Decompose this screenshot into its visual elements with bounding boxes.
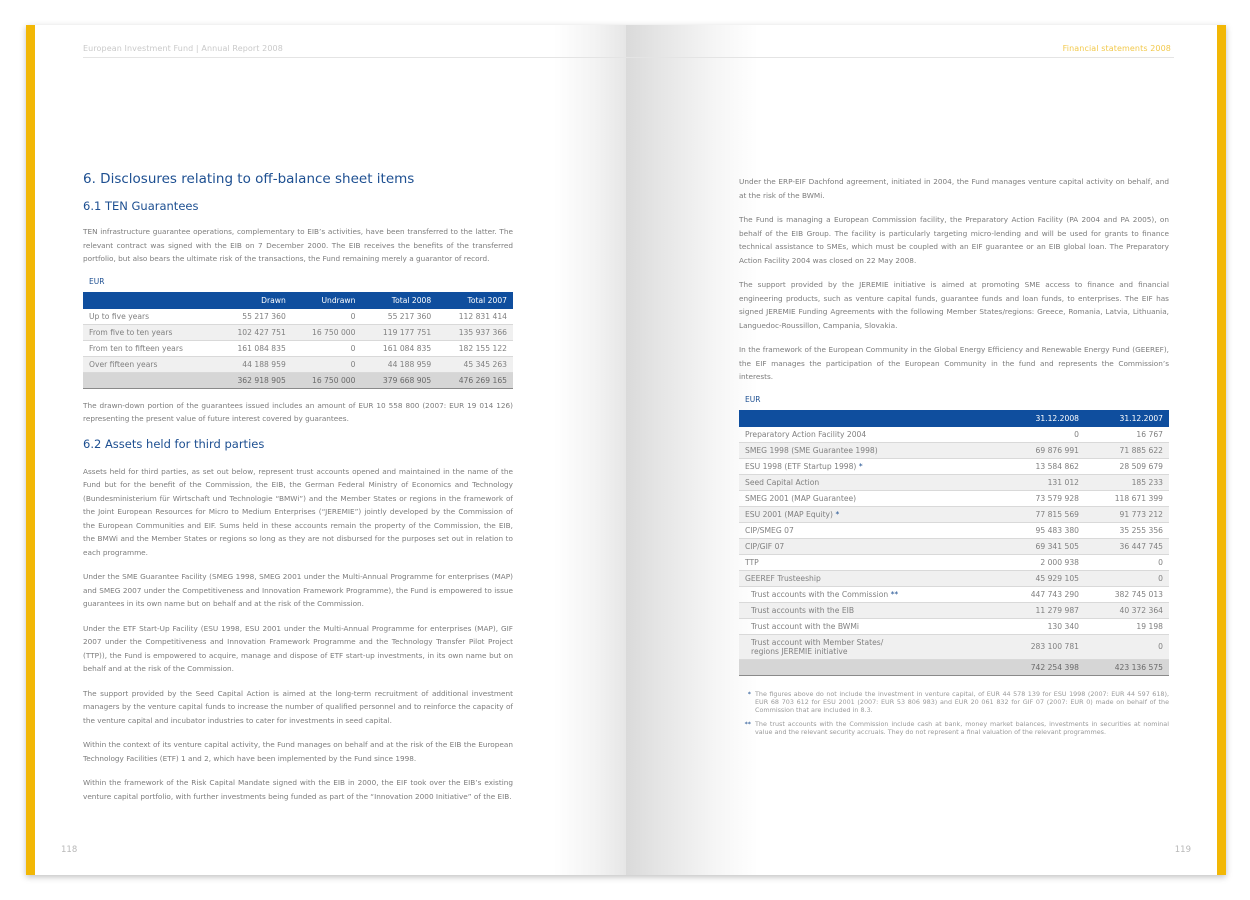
table-row — [739, 458, 1169, 474]
right-header-rule — [626, 57, 1174, 58]
value-2008: 69 876 991 — [1001, 442, 1085, 458]
left-header-rule — [83, 57, 626, 58]
value-2007: 19 198 — [1085, 618, 1169, 634]
cell-value: 55 217 360 — [361, 309, 437, 325]
total-2008: 742 254 398 — [1001, 659, 1085, 675]
row-label — [739, 634, 1001, 659]
right-accent-bar — [1217, 25, 1226, 875]
table-row — [83, 309, 513, 325]
row-label — [739, 586, 1001, 602]
column-header-2007: 31.12.2007 — [1085, 410, 1169, 427]
assets-paragraphs — [83, 465, 513, 804]
row-label-text: ESU 1998 (ETF Startup 1998) — [745, 461, 857, 471]
total-value: 476 269 165 — [437, 372, 513, 388]
table-row — [739, 586, 1169, 602]
cell-value: 45 345 263 — [437, 356, 513, 372]
right-page-number: 119 — [1174, 845, 1191, 855]
table-row — [739, 506, 1169, 522]
table-row — [739, 490, 1169, 506]
cell-value: 182 155 122 — [437, 340, 513, 356]
row-label-text: Trust accounts with the Commission — [751, 589, 889, 599]
value-2007: 118 671 399 — [1085, 490, 1169, 506]
value-2008: 130 340 — [1001, 618, 1085, 634]
value-2008: 13 584 862 — [1001, 458, 1085, 474]
value-2008: 0 — [1001, 427, 1085, 443]
value-2008: 73 579 928 — [1001, 490, 1085, 506]
total-row — [739, 659, 1169, 675]
assets-third-parties-table — [739, 410, 1169, 676]
left-content — [83, 171, 513, 814]
footnote — [739, 720, 1169, 736]
row-label — [739, 427, 1001, 443]
row-label: Over fifteen years — [83, 356, 216, 372]
row-label — [739, 538, 1001, 554]
cell-value: 0 — [292, 340, 362, 356]
value-2007: 36 447 745 — [1085, 538, 1169, 554]
cell-value: 55 217 360 — [216, 309, 292, 325]
cell-value: 161 084 835 — [361, 340, 437, 356]
body-paragraph: Under the SME Guarantee Facility (SMEG 1998, SMEG 2001 under the Multi-Annual Programme for enterprises (MAP) and SMEG 2007 under the Competitiveness and Innovation Framework Programme), the Fund is empowered to issue guarantees in its own name but on behalf and at the risk of the Commission. — [83, 572, 513, 608]
row-label-text: Preparatory Action Facility 2004 — [745, 429, 867, 439]
value-2007: 382 745 013 — [1085, 586, 1169, 602]
row-label-text: Trust account with Member States/ regions JEREMIE initiative — [751, 637, 884, 656]
footnote — [739, 690, 1169, 714]
column-header-2008: 31.12.2008 — [1001, 410, 1085, 427]
left-page — [26, 25, 626, 875]
value-2007: 185 233 — [1085, 474, 1169, 490]
row-label: From ten to fifteen years — [83, 340, 216, 356]
right-paragraphs — [739, 175, 1169, 384]
cell-value: 16 750 000 — [292, 324, 362, 340]
value-2007: 40 372 364 — [1085, 602, 1169, 618]
value-2008: 131 012 — [1001, 474, 1085, 490]
footnote-marker: * — [835, 509, 840, 519]
value-2008: 69 341 505 — [1001, 538, 1085, 554]
row-label-text: TTP — [745, 557, 759, 567]
footnote-marker: ** — [890, 589, 899, 599]
row-label-text: CIP/SMEG 07 — [745, 525, 794, 535]
cell-value: 102 427 751 — [216, 324, 292, 340]
left-page-number: 118 — [61, 845, 78, 855]
table-header-row — [739, 410, 1169, 427]
row-label — [739, 458, 1001, 474]
left-accent-bar — [26, 25, 35, 875]
table-row — [83, 356, 513, 372]
value-2008: 11 279 987 — [1001, 602, 1085, 618]
value-2008: 2 000 938 — [1001, 554, 1085, 570]
right-running-header: Financial statements 2008 — [1062, 44, 1171, 53]
table-row — [83, 340, 513, 356]
total-value: 379 668 905 — [361, 372, 437, 388]
value-2008: 447 743 290 — [1001, 586, 1085, 602]
cell-value: 0 — [292, 356, 362, 372]
row-label-text: Seed Capital Action — [745, 477, 820, 487]
right-content — [739, 175, 1169, 742]
body-paragraph: In the framework of the European Community in the Global Energy Efficiency and Renewable Energy Fund (GEEREF), the EIF manages the participation of the European Community in the fund and represents the Commission’s interests. — [739, 345, 1169, 381]
row-label — [739, 490, 1001, 506]
cell-value: 119 177 751 — [361, 324, 437, 340]
cell-value: 112 831 414 — [437, 309, 513, 325]
section-title: 6. Disclosures relating to off-balance sheet items — [83, 171, 415, 187]
table-row — [739, 522, 1169, 538]
body-paragraph: Under the ETF Start-Up Facility (ESU 1998, ESU 2001 under the Multi-Annual Programme for enterprises (MAP), GIF 2007 under the Competitiveness and Innovation Framework Programme and the Technology Transfer Pilot Project (TTP)), the Fund is empowered to acquire, manage and dispose of ETF start-up investments, in its own name but on behalf and at the risk of the Commission. — [83, 623, 513, 673]
row-label-text: Trust accounts with the EIB — [751, 605, 855, 615]
column-header-undrawn: Undrawn — [292, 292, 362, 309]
row-label-text: GEEREF Trusteeship — [745, 573, 821, 583]
table-row — [83, 324, 513, 340]
assets-table-currency: EUR — [745, 394, 761, 404]
row-label — [739, 506, 1001, 522]
footnote-marker: * — [858, 461, 863, 471]
row-label-text: SMEG 1998 (SME Guarantee 1998) — [745, 445, 878, 455]
value-2008: 95 483 380 — [1001, 522, 1085, 538]
table-row — [739, 427, 1169, 443]
row-label-text: ESU 2001 (MAP Equity) — [745, 509, 834, 519]
total-label — [739, 659, 1001, 675]
total-row — [83, 372, 513, 388]
body-paragraph: The support provided by the Seed Capital Action is aimed at the long-term recruitment of additional investment managers by the venture capital funds to increase the number of qualified personnel and to reinforce the capacity of the venture capital and incubator industries to cater for investments in seed capital. — [83, 688, 513, 725]
cell-value: 44 188 959 — [216, 356, 292, 372]
cell-value: 161 084 835 — [216, 340, 292, 356]
cell-value: 135 937 366 — [437, 324, 513, 340]
body-paragraph: Assets held for third parties, as set out below, represent trust accounts opened and maintained in the name of the Fund but for the benefit of the Commission, the EIB, the German Federal Ministry of Economics and Technology (Bundesministerium für Wirtschaft und Technologie “BMWi”) and the Member States or regions in the framework of the Joint European Resources for Micro to Medium Enterprises (“JEREMIE”) jointly developed by the Commission of the European Communities and EIF. Sums held in these accounts remain the property of the Commission, the EIB, the BMWi and the Member States or regions so long as they are not disbursed for the purposes set out in relation to each programme. — [83, 466, 513, 557]
column-header-drawn: Drawn — [216, 292, 292, 309]
footnote-marker: ** — [744, 719, 751, 728]
value-2008: 45 929 105 — [1001, 570, 1085, 586]
left-running-header: European Investment Fund | Annual Report 2008 — [83, 44, 283, 53]
column-header-total-2008: Total 2008 — [361, 292, 437, 309]
value-2007: 91 773 212 — [1085, 506, 1169, 522]
footnote-text: The trust accounts with the Commission include cash at bank, money market balances, investments in securities at nominal value and the relevant security accruals. They do not represent a final valuation of the relevant programmes. — [755, 719, 1169, 736]
total-2007: 423 136 575 — [1085, 659, 1169, 675]
value-2007: 71 885 622 — [1085, 442, 1169, 458]
right-page — [626, 25, 1226, 875]
footnotes — [739, 690, 1169, 736]
row-label — [739, 570, 1001, 586]
body-paragraph: Under the ERP-EIF Dachfond agreement, initiated in 2004, the Fund manages venture capital activity on behalf, and at the risk of the BWMi. — [739, 177, 1169, 200]
cell-value: 44 188 959 — [361, 356, 437, 372]
footnote-marker: * — [747, 689, 751, 698]
table-row — [739, 538, 1169, 554]
row-label-text: CIP/GIF 07 — [745, 541, 785, 551]
subsection-title-ten-guarantees: 6.1 TEN Guarantees — [83, 199, 199, 213]
ten-guarantees-note: The drawn-down portion of the guarantees issued includes an amount of EUR 10 558 800 (2007: EUR 19 014 126) representing the present value of future interest covered by guarantees. — [83, 400, 513, 423]
ten-guarantees-paragraph: TEN infrastructure guarantee operations, complementary to EIB’s activities, have been transferred to the latter. The relevant contract was signed with the EIB on 7 December 2000. The EIB receives the benefits of the transferred portfolio, but also bears the ultimate risk of the transactions, the Fund remaining merely a guarantor of record. — [83, 227, 513, 263]
total-value: 16 750 000 — [292, 372, 362, 388]
table-row — [739, 602, 1169, 618]
body-paragraph: Within the context of its venture capital activity, the Fund manages on behalf and at the risk of the EIB the European Technology Facilities (ETF) 1 and 2, which have been implemented by the Fund since 1998. — [83, 740, 513, 763]
table-row — [739, 554, 1169, 570]
total-value: 362 918 905 — [216, 372, 292, 388]
row-label-text: Trust account with the BWMi — [751, 621, 859, 631]
row-label — [739, 522, 1001, 538]
column-header-total-2007: Total 2007 — [437, 292, 513, 309]
row-label — [739, 554, 1001, 570]
row-label-text: SMEG 2001 (MAP Guarantee) — [745, 493, 857, 503]
value-2007: 28 509 679 — [1085, 458, 1169, 474]
table-row — [739, 634, 1169, 659]
row-label — [739, 442, 1001, 458]
report-spread — [26, 25, 1226, 875]
row-label — [739, 618, 1001, 634]
value-2007: 16 767 — [1085, 427, 1169, 443]
value-2007: 35 255 356 — [1085, 522, 1169, 538]
body-paragraph: The support provided by the JEREMIE initiative is aimed at promoting SME access to finance and financial engineering products, such as venture capital funds, guarantee funds and loan funds, to enterprises. The EIF has signed JEREMIE Funding Agreements with the following Member States/regions: Greece, Romania, Latvia, Lithuania, Languedoc-Roussillon, Campania, Slovakia. — [739, 280, 1169, 330]
table-row — [739, 474, 1169, 490]
table-header-row — [83, 292, 513, 309]
footnote-text: The figures above do not include the investment in venture capital, of EUR 44 578 139 for ESU 1998 (2007: EUR 44 597 618), EUR 68 703 612 for ESU 2001 (2007: EUR 53 806 983) and EUR 20 061 832 for GIF 07 (2007: EUR 0) made on behalf of the Commission that are included in 8.3. — [755, 689, 1169, 714]
body-paragraph: The Fund is managing a European Commission facility, the Preparatory Action Facility (PA 2004 and PA 2005), on behalf of the EIB Group. The facility is particularly targeting micro-lending and will be used for grants to finance technical assistance to SMEs, which must be coupled with an EIF guarantee or an EIB global loan. The Preparatory Action Facility 2004 was closed on 22 May 2008. — [739, 215, 1169, 265]
column-header — [739, 410, 1001, 427]
value-2008: 283 100 781 — [1001, 634, 1085, 659]
subsection-title-assets-third-parties: 6.2 Assets held for third parties — [83, 436, 265, 451]
ten-guarantees-table — [83, 292, 513, 389]
value-2007: 0 — [1085, 634, 1169, 659]
table-row — [739, 442, 1169, 458]
total-label — [83, 372, 216, 388]
ten-table-currency: EUR — [89, 276, 105, 286]
value-2008: 77 815 569 — [1001, 506, 1085, 522]
row-label — [739, 602, 1001, 618]
row-label: Up to five years — [83, 309, 216, 325]
value-2007: 0 — [1085, 554, 1169, 570]
table-row — [739, 618, 1169, 634]
column-header — [83, 292, 216, 309]
row-label — [739, 474, 1001, 490]
value-2007: 0 — [1085, 570, 1169, 586]
body-paragraph: Within the framework of the Risk Capital Mandate signed with the EIB in 2000, the EIF took over the EIB’s existing venture capital portfolio, with further investments being funded as part of the “Innovation 2000 Initiative” of the EIB. — [83, 778, 513, 801]
cell-value: 0 — [292, 309, 362, 325]
row-label: From five to ten years — [83, 324, 216, 340]
table-row — [739, 570, 1169, 586]
